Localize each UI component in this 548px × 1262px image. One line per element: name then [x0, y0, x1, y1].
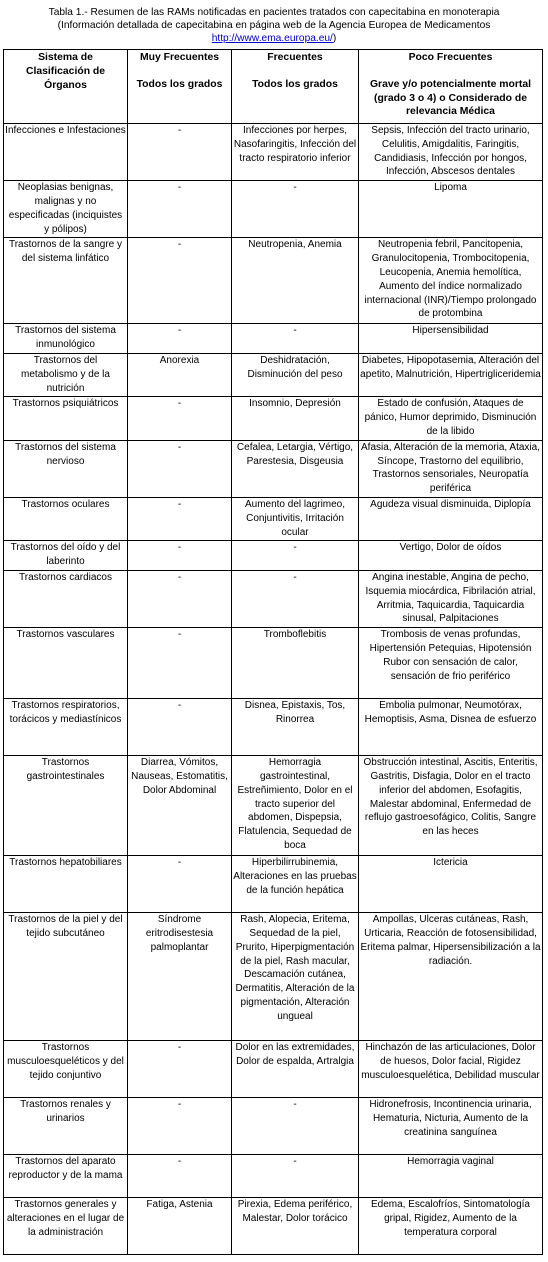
table-row: [4, 570, 543, 627]
very-common-cell: -: [128, 181, 232, 238]
uncommon-cell: Obstrucción intestinal, Ascitis, Enteritis, Gastritis, Disfagia, Dolor en el tracto inferior del abdomen, Esofagitis, Malestar abdominal, Enfermedad de reflujo gastroesofágico, Colitis, Sangre en las heces: [359, 756, 543, 856]
very-common-cell: -: [128, 699, 232, 756]
caption-line-3: [0, 32, 548, 45]
table-header-row: [4, 50, 543, 124]
table-row: [4, 181, 543, 238]
header-common-title: Frecuentes: [267, 52, 323, 63]
common-cell: Cefalea, Letargia, Vértigo, Parestesia, Disgeusia: [232, 440, 359, 497]
common-cell: -: [232, 1098, 359, 1155]
very-common-cell: -: [128, 238, 232, 324]
table-row: [4, 497, 543, 540]
organ-system-cell: Trastornos del oído y del laberinto: [4, 541, 128, 571]
ema-link[interactable]: http://www.ema.europa.eu/: [211, 33, 333, 44]
caption-line-1: Tabla 1.- Resumen de las RAMs notificadas en pacientes tratados con capecitabina en monoterapia: [48, 7, 500, 18]
common-cell: Hemorragia gastrointestinal, Estreñimiento, Dolor en el tracto superior del abdomen, Dispepsia, Flatulencia, Sequedad de boca: [232, 756, 359, 856]
very-common-cell: -: [128, 324, 232, 354]
very-common-cell: -: [128, 1041, 232, 1098]
header-common: [232, 50, 359, 124]
header-organ-system-title: Sistema de Clasificación de Órganos: [25, 52, 106, 91]
organ-system-cell: Neoplasias benignas, malignas y no especificadas (inciquistes y pólipos): [4, 181, 128, 238]
very-common-cell: Diarrea, Vómitos, Nauseas, Estomatitis, Dolor Abdominal: [128, 756, 232, 856]
uncommon-cell: Agudeza visual disminuida, Diplopía: [359, 497, 543, 540]
table-row: [4, 1098, 543, 1155]
table-row: [4, 440, 543, 497]
uncommon-cell: Estado de confusión, Ataques de pánico, Humor deprimido, Disminución de la libido: [359, 397, 543, 440]
table-row: [4, 124, 543, 181]
common-cell: Tromboflebitis: [232, 628, 359, 699]
table-row: [4, 756, 543, 856]
table-row: [4, 1041, 543, 1098]
uncommon-cell: Vertigo, Dolor de oídos: [359, 541, 543, 571]
very-common-cell: Fatiga, Astenia: [128, 1198, 232, 1255]
table-caption: [0, 6, 548, 45]
uncommon-cell: Embolia pulmonar, Neumotórax, Hemoptisis, Asma, Disnea de esfuerzo: [359, 699, 543, 756]
organ-system-cell: Infecciones e Infestaciones: [4, 124, 128, 181]
very-common-cell: -: [128, 397, 232, 440]
organ-system-cell: Trastornos musculoesqueléticos y del tejido conjuntivo: [4, 1041, 128, 1098]
table-row: [4, 324, 543, 354]
very-common-cell: -: [128, 1155, 232, 1198]
common-cell: -: [232, 541, 359, 571]
very-common-cell: -: [128, 497, 232, 540]
uncommon-cell: Hidronefrosis, Incontinencia urinaria, Hematuria, Nicturia, Aumento de la creatinina sanguínea: [359, 1098, 543, 1155]
table-row: [4, 699, 543, 756]
common-cell: -: [232, 570, 359, 627]
table-row: [4, 238, 543, 324]
common-cell: Hiperbilirrubinemia, Alteraciones en las pruebas de la función hepática: [232, 856, 359, 913]
uncommon-cell: Hemorragia vaginal: [359, 1155, 543, 1198]
organ-system-cell: Trastornos gastrointestinales: [4, 756, 128, 856]
common-cell: Insomnio, Depresión: [232, 397, 359, 440]
common-cell: -: [232, 181, 359, 238]
organ-system-cell: Trastornos vasculares: [4, 628, 128, 699]
common-cell: Rash, Alopecia, Eritema, Sequedad de la piel, Prurito, Hiperpigmentación de la piel, Rash macular, Descamación cutánea, Dermatitis, Alteración de la pigmentación, Alteración ungueal: [232, 913, 359, 1041]
uncommon-cell: Afasia, Alteración de la memoria, Ataxia, Síncope, Trastorno del equilibrio, Trastornos sensoriales, Neuropatía periférica: [359, 440, 543, 497]
table-row: [4, 913, 543, 1041]
header-uncommon-title: Poco Frecuentes: [408, 52, 493, 63]
table-row: [4, 353, 543, 396]
uncommon-cell: Ictericia: [359, 856, 543, 913]
common-cell: Deshidratación, Disminución del peso: [232, 353, 359, 396]
uncommon-cell: Ampollas, Ulceras cutáneas, Rash, Urticaria, Reacción de fotosensibilidad, Eritema palmar, Hipersensibilización a la radiación.: [359, 913, 543, 1041]
organ-system-cell: Trastornos del metabolismo y de la nutrición: [4, 353, 128, 396]
caption-link-suffix: ): [332, 33, 337, 44]
common-cell: Pirexia, Edema periférico, Malestar, Dolor torácico: [232, 1198, 359, 1255]
common-cell: Disnea, Epistaxis, Tos, Rinorrea: [232, 699, 359, 756]
organ-system-cell: Trastornos de la piel y del tejido subcutáneo: [4, 913, 128, 1041]
uncommon-cell: Edema, Escalofríos, Sintomatología gripal, Rigidez, Aumento de la temperatura corporal: [359, 1198, 543, 1255]
very-common-cell: -: [128, 541, 232, 571]
caption-line-2: (Información detallada de capecitabina en página web de la Agencia Europea de Medicamentos: [57, 20, 491, 31]
table-row: [4, 1198, 543, 1255]
organ-system-cell: Trastornos respiratorios, torácicos y mediastínicos: [4, 699, 128, 756]
very-common-cell: -: [128, 570, 232, 627]
very-common-cell: Síndrome eritrodisestesia palmoplantar: [128, 913, 232, 1041]
organ-system-cell: Trastornos renales y urinarios: [4, 1098, 128, 1155]
adverse-reactions-table: [3, 49, 543, 1255]
organ-system-cell: Trastornos psiquiátricos: [4, 397, 128, 440]
table-row: [4, 1155, 543, 1198]
header-very-common-title: Muy Frecuentes: [139, 52, 220, 63]
very-common-cell: -: [128, 628, 232, 699]
very-common-cell: -: [128, 856, 232, 913]
very-common-cell: -: [128, 1098, 232, 1155]
organ-system-cell: Trastornos del sistema nervioso: [4, 440, 128, 497]
organ-system-cell: Trastornos cardiacos: [4, 570, 128, 627]
very-common-cell: Anorexia: [128, 353, 232, 396]
header-uncommon: [359, 50, 543, 124]
uncommon-cell: Lipoma: [359, 181, 543, 238]
organ-system-cell: Trastornos hepatobiliares: [4, 856, 128, 913]
common-cell: Dolor en las extremidades, Dolor de espalda, Artralgia: [232, 1041, 359, 1098]
table-row: [4, 628, 543, 699]
header-very-common: [128, 50, 232, 124]
uncommon-cell: Trombosis de venas profundas, Hipertensión Petequias, Hipotensión Rubor con sensación de calor, sensación de frio periférico: [359, 628, 543, 699]
table-row: [4, 541, 543, 571]
common-cell: Aumento del lagrimeo, Conjuntivitis, Irritación ocular: [232, 497, 359, 540]
table-row: [4, 856, 543, 913]
uncommon-cell: Sepsis, Infección del tracto urinario, Celulitis, Amigdalitis, Faringitis, Candidiasis, Infección por hongos, Infección, Abscesos dentales: [359, 124, 543, 181]
common-cell: -: [232, 1155, 359, 1198]
common-cell: -: [232, 324, 359, 354]
organ-system-cell: Trastornos oculares: [4, 497, 128, 540]
organ-system-cell: Trastornos generales y alteraciones en el lugar de la administración: [4, 1198, 128, 1255]
table-row: [4, 397, 543, 440]
header-organ-system: [4, 50, 128, 124]
organ-system-cell: Trastornos del aparato reproductor y de la mama: [4, 1155, 128, 1198]
common-cell: Infecciones por herpes, Nasofaringitis, Infección del tracto respiratorio inferior: [232, 124, 359, 181]
uncommon-cell: Hipersensibilidad: [359, 324, 543, 354]
uncommon-cell: Hinchazón de las articulaciones, Dolor de huesos, Dolor facial, Rigidez musculoesquelética, Debilidad muscular: [359, 1041, 543, 1098]
very-common-cell: -: [128, 124, 232, 181]
organ-system-cell: Trastornos del sistema inmunológico: [4, 324, 128, 354]
uncommon-cell: Neutropenia febril, Pancitopenia, Granulocitopenia, Trombocitopenia, Leucopenia, Anemia hemolítica, Aumento del índice normalizado internacional (INR)/Tiempo prolongado de protombina: [359, 238, 543, 324]
header-very-common-subtitle: Todos los grados: [136, 78, 223, 90]
header-uncommon-subtitle: Grave y/o potencialmente mortal (grado 3 o 4) o Considerado de relevancia Médica: [369, 78, 532, 118]
header-common-subtitle: Todos los grados: [252, 78, 338, 90]
table-body: [4, 124, 543, 1255]
common-cell: Neutropenia, Anemia: [232, 238, 359, 324]
organ-system-cell: Trastornos de la sangre y del sistema linfático: [4, 238, 128, 324]
very-common-cell: -: [128, 440, 232, 497]
uncommon-cell: Diabetes, Hipopotasemia, Alteración del apetito, Malnutrición, Hipertrigliceridemia: [359, 353, 543, 396]
uncommon-cell: Angina inestable, Angina de pecho, Isquemia miocárdica, Fibrilación atrial, Arritmia, Taquicardia, Taquicardia sinusal, Palpitaciones: [359, 570, 543, 627]
